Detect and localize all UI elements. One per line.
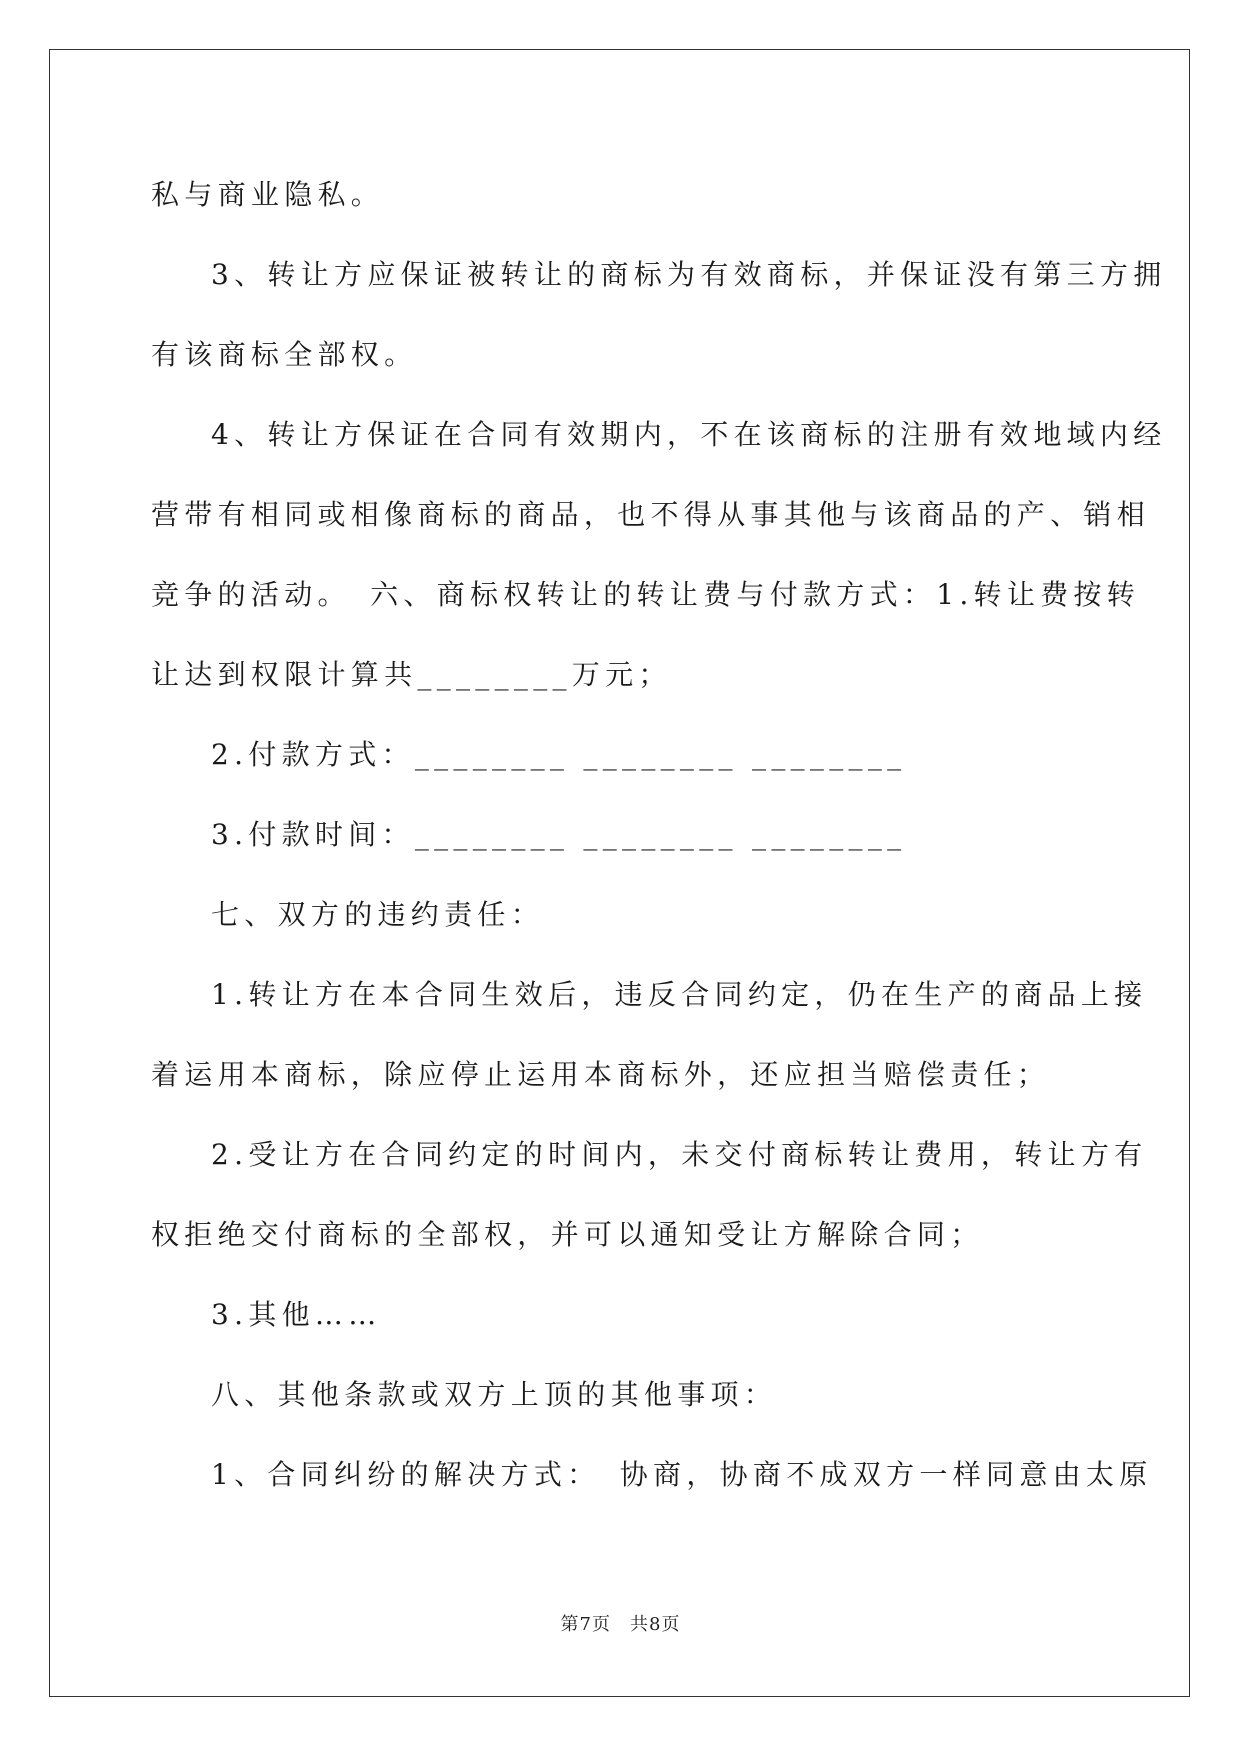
paragraph-line: 权拒绝交付商标的全部权，并可以通知受让方解除合同； — [151, 1218, 984, 1251]
document-body — [151, 155, 1167, 1515]
paragraph-line: 2.付款方式：________ ________ ________ — [211, 738, 907, 771]
paragraph-line: 私与商业隐私。 — [151, 178, 385, 211]
paragraph-line: 营带有相同或相像商标的商品，也不得从事其他与该商品的产、销相 — [151, 498, 1151, 531]
paragraph-line: 3.付款时间：________ ________ ________ — [211, 818, 907, 851]
paragraph-line: 1.转让方在本合同生效后，违反合同约定，仍在生产的商品上接 — [211, 978, 1148, 1011]
paragraph-line: 竞争的活动。 六、商标权转让的转让费与付款方式：1.转让费按转 — [151, 578, 1141, 611]
paragraph-line: 3、转让方应保证被转让的商标为有效商标，并保证没有第三方拥 — [211, 258, 1167, 291]
paragraph-line: 1、合同纠纷的解决方式： 协商，协商不成双方一样同意由太原 — [211, 1458, 1153, 1491]
paragraph-line: 八、其他条款或双方上顶的其他事项： — [211, 1378, 778, 1411]
paragraph-line: 4、转让方保证在合同有效期内，不在该商标的注册有效地域内经 — [211, 418, 1167, 451]
paragraph-line: 3.其他…… — [211, 1298, 382, 1331]
paragraph-line: 着运用本商标，除应停止运用本商标外，还应担当赔偿责任； — [151, 1058, 1051, 1091]
paragraph-line: 2.受让方在合同约定的时间内，未交付商标转让费用，转让方有 — [211, 1138, 1148, 1171]
page-number-footer: 第7页 共8页 — [560, 1614, 681, 1635]
paragraph-line: 七、双方的违约责任： — [211, 898, 545, 931]
paragraph-line: 有该商标全部权。 — [151, 338, 418, 371]
paragraph-line: 让达到权限计算共________万元； — [151, 658, 672, 691]
